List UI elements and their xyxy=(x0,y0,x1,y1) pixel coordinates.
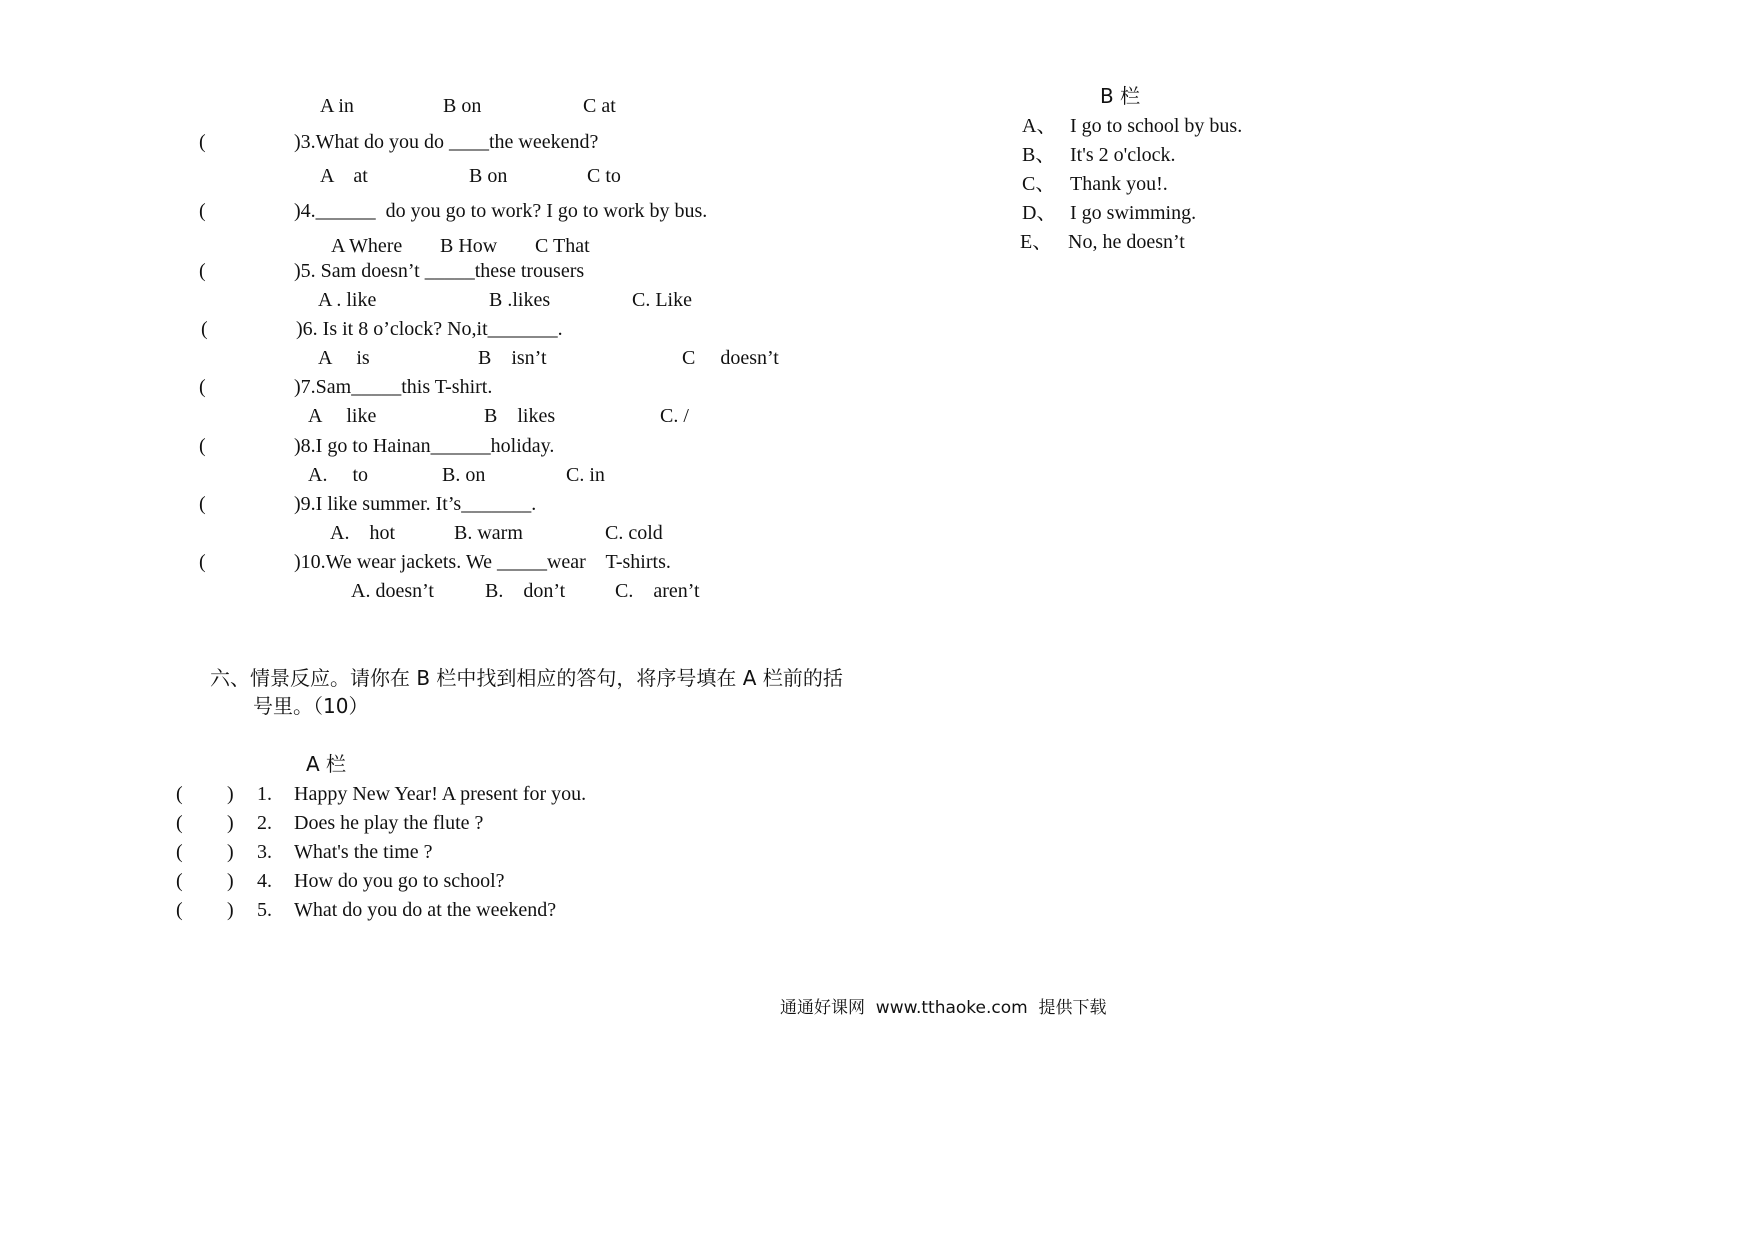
item-text: Thank you!. xyxy=(1070,173,1168,195)
item-text: What do you do at the weekend? xyxy=(294,899,557,921)
option-a: A. doesn’t xyxy=(351,580,434,602)
answer-paren-close[interactable]: ) xyxy=(227,812,234,834)
option-b: B. on xyxy=(442,464,486,486)
option-b: B. warm xyxy=(454,522,523,544)
option-b: B .likes xyxy=(489,289,551,311)
option-a: A . like xyxy=(318,289,377,311)
item-letter: B、 xyxy=(1022,144,1056,166)
answer-paren[interactable]: ( xyxy=(199,493,206,515)
question-text: )4.______ do you go to work? I go to work by bus. xyxy=(294,200,708,222)
answer-paren-open[interactable]: ( xyxy=(176,841,183,863)
item-text: No, he doesn’t xyxy=(1068,231,1185,253)
item-number: 1. xyxy=(257,783,272,805)
option-b: B How xyxy=(440,235,498,257)
option-c: C. in xyxy=(566,464,605,486)
answer-paren[interactable]: ( xyxy=(199,260,206,282)
answer-paren-open[interactable]: ( xyxy=(176,870,183,892)
item-number: 2. xyxy=(257,812,272,834)
answer-paren-close[interactable]: ) xyxy=(227,899,234,921)
item-text: What's the time ? xyxy=(294,841,433,863)
question-text: )7.Sam_____this T-shirt. xyxy=(294,376,493,398)
section-title: 六、情景反应。请你在 B 栏中找到相应的答句，将序号填在 A 栏前的括 xyxy=(210,666,843,690)
option-c: C at xyxy=(583,95,616,117)
item-number: 5. xyxy=(257,899,272,921)
answer-paren-open[interactable]: ( xyxy=(176,783,183,805)
item-text: How do you go to school? xyxy=(294,870,505,892)
answer-paren[interactable]: ( xyxy=(199,435,206,457)
item-text: I go swimming. xyxy=(1070,202,1197,224)
answer-paren[interactable]: ( xyxy=(199,376,206,398)
answer-paren-close[interactable]: ) xyxy=(227,870,234,892)
option-c: C doesn’t xyxy=(682,347,779,369)
option-c: C That xyxy=(535,235,590,257)
answer-paren[interactable]: ( xyxy=(199,200,206,222)
option-a: A Where xyxy=(331,235,403,257)
option-c: C. aren’t xyxy=(615,580,700,602)
question-text: )3.What do you do ____the weekend? xyxy=(294,131,599,153)
answer-paren-open[interactable]: ( xyxy=(176,812,183,834)
item-text: I go to school by bus. xyxy=(1070,115,1243,137)
option-a: A is xyxy=(318,347,370,369)
answer-paren[interactable]: ( xyxy=(199,131,206,153)
option-b: B on xyxy=(443,95,482,117)
answer-paren[interactable]: ( xyxy=(199,551,206,573)
question-text: )10.We wear jackets. We _____wear T-shirts. xyxy=(294,551,671,573)
item-letter: E、 xyxy=(1020,231,1053,253)
option-a: A in xyxy=(320,95,354,117)
section-title-cont: 号里。（10） xyxy=(253,694,369,718)
question-text: )8.I go to Hainan______holiday. xyxy=(294,435,555,457)
item-letter: C、 xyxy=(1022,173,1056,195)
option-a: A. hot xyxy=(330,522,395,544)
option-a: A like xyxy=(308,405,377,427)
answer-paren-open[interactable]: ( xyxy=(176,899,183,921)
footer-credit: 通通好课网 www.tthaoke.com 提供下载 xyxy=(780,998,1107,1018)
question-text: )6. Is it 8 o’clock? No,it_______. xyxy=(296,318,563,340)
column-a-label: A 栏 xyxy=(306,752,347,776)
question-text: )9.I like summer. It’s_______. xyxy=(294,493,537,515)
item-letter: A、 xyxy=(1022,115,1057,137)
question-text: )5. Sam doesn’t _____these trousers xyxy=(294,260,585,282)
option-b: B on xyxy=(469,165,508,187)
option-b: B likes xyxy=(484,405,556,427)
option-a: A at xyxy=(320,165,368,187)
item-number: 4. xyxy=(257,870,272,892)
option-b: B isn’t xyxy=(478,347,547,369)
column-b-label: B 栏 xyxy=(1100,84,1141,108)
option-c: C. Like xyxy=(632,289,692,311)
item-letter: D、 xyxy=(1022,202,1057,224)
item-text: Does he play the flute ? xyxy=(294,812,484,834)
option-b: B. don’t xyxy=(485,580,566,602)
item-text: It's 2 o'clock. xyxy=(1070,144,1176,166)
item-text: Happy New Year! A present for you. xyxy=(294,783,587,805)
option-a: A. to xyxy=(308,464,368,486)
answer-paren[interactable]: ( xyxy=(201,318,208,340)
option-c: C to xyxy=(587,165,621,187)
answer-paren-close[interactable]: ) xyxy=(227,841,234,863)
item-number: 3. xyxy=(257,841,272,863)
option-c: C. cold xyxy=(605,522,663,544)
option-c: C. / xyxy=(660,405,689,427)
answer-paren-close[interactable]: ) xyxy=(227,783,234,805)
